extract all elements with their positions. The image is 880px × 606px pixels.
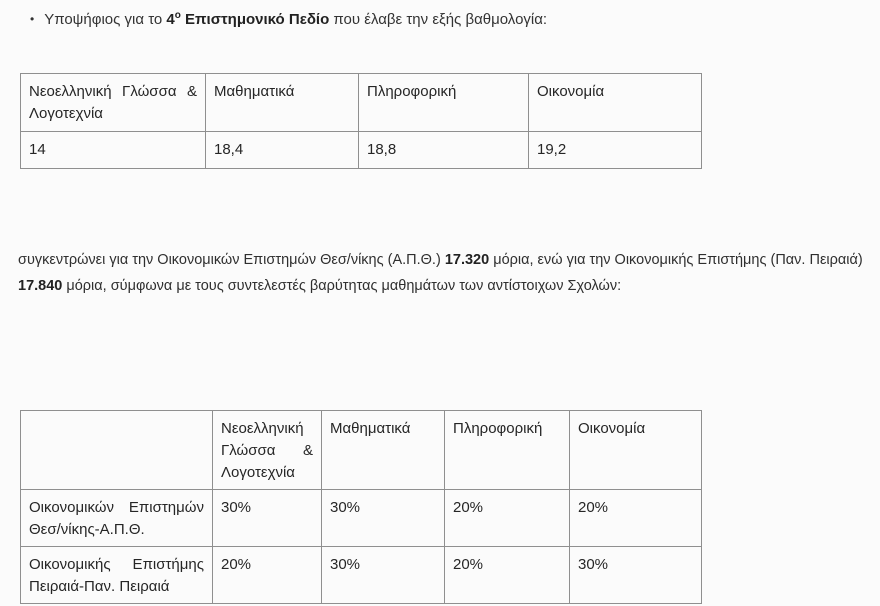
scores-header-cell-informatics: Πληροφορική — [359, 74, 529, 132]
intro-text — [44, 11, 547, 28]
score-cell-economics: 19,2 — [529, 132, 702, 169]
intro-bold-number: 4 — [166, 11, 175, 28]
intro-bullet-line — [30, 9, 547, 30]
bullet-icon: • — [30, 12, 35, 26]
scores-table-value-row — [21, 132, 702, 169]
paragraph-part2: μόρια, ενώ για την Οικονομικής Επιστήμης (Παν. Πειραιά) — [489, 252, 863, 268]
weight-cell: 20% — [445, 490, 570, 547]
weight-cell: 20% — [570, 490, 702, 547]
weight-cell: 30% — [213, 490, 322, 547]
intro-bold-field — [166, 11, 329, 28]
paragraph-part1: συγκεντρώνει για την Οικονομικών Επιστημών Θεσ/νίκης (Α.Π.Θ.) — [18, 252, 445, 268]
scores-table-header-row — [21, 74, 702, 132]
intro-text-after: που έλαβε την εξής βαθμολογία: — [329, 11, 548, 28]
weight-cell: 20% — [445, 547, 570, 604]
row-label-cell-piraeus: Οικονομικής Επιστήμης Πειραιά-Παν. Πειραιά — [21, 547, 213, 604]
score-cell-language: 14 — [21, 132, 206, 169]
weights-table-row-auth — [21, 490, 702, 547]
score-cell-math: 18,4 — [206, 132, 359, 169]
weights-table-header-row — [21, 411, 702, 490]
weight-cell: 30% — [570, 547, 702, 604]
paragraph — [18, 247, 867, 299]
paragraph-bold-moria-2: 17.840 — [18, 278, 63, 294]
paragraph-bold-moria-1: 17.320 — [444, 252, 490, 268]
score-cell-informatics: 18,8 — [359, 132, 529, 169]
scores-header-cell-math: Μαθηματικά — [206, 74, 359, 132]
weight-cell: 30% — [322, 490, 445, 547]
weights-corner-cell — [21, 411, 213, 490]
weights-table — [20, 410, 702, 604]
intro-ordinal-sup: ο — [174, 10, 181, 21]
scores-table — [20, 73, 702, 169]
weight-cell: 20% — [213, 547, 322, 604]
weights-table-row-piraeus — [21, 547, 702, 604]
intro-text-before: Υποψήφιος για το — [44, 11, 167, 28]
weights-header-cell-economics: Οικονομία — [570, 411, 702, 490]
row-label-cell-auth: Οικονομικών Επιστημών Θεσ/νίκης-Α.Π.Θ. — [21, 490, 213, 547]
intro-bold-rest: Επιστημονικό Πεδίο — [180, 11, 330, 28]
weight-cell: 30% — [322, 547, 445, 604]
weights-header-cell-math: Μαθηματικά — [322, 411, 445, 490]
scores-header-cell-language: Νεοελληνική Γλώσσα & Λογοτεχνία — [21, 74, 206, 132]
scores-header-cell-economics: Οικονομία — [529, 74, 702, 132]
weights-header-cell-informatics: Πληροφορική — [445, 411, 570, 490]
paragraph-part3: μόρια, σύμφωνα με τους συντελεστές βαρύτητας μαθημάτων των αντίστοιχων Σχολών: — [62, 278, 622, 294]
weights-header-cell-language: Νεοελληνική Γλώσσα & Λογοτεχνία — [213, 411, 322, 490]
